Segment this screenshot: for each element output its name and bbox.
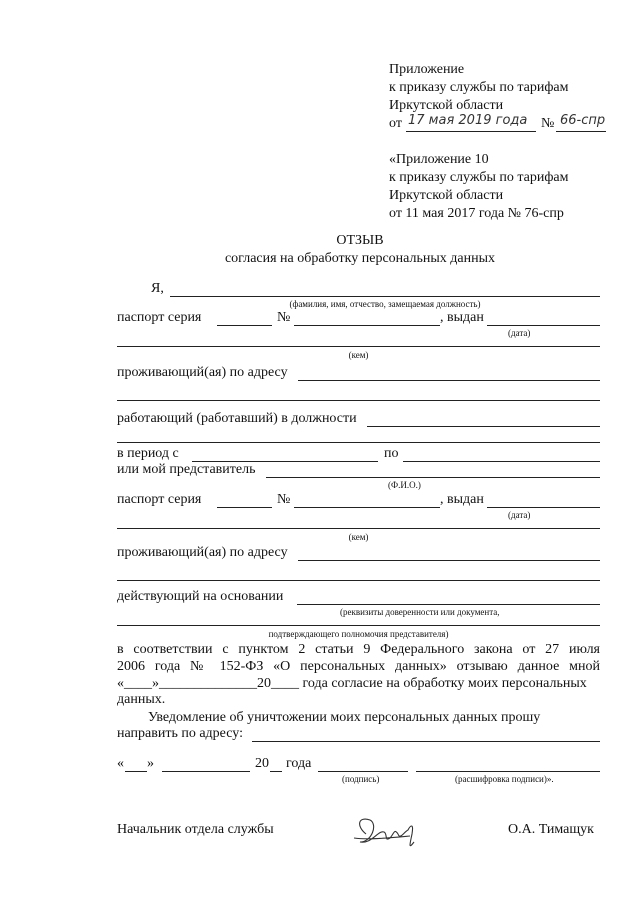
issued-by-field-2[interactable]	[117, 528, 600, 529]
date-hint-2: (дата)	[508, 510, 531, 520]
fio-field[interactable]	[170, 296, 600, 297]
requisites-hint: (реквизиты доверенности или документа,	[340, 607, 500, 617]
passport-date-field[interactable]	[487, 325, 600, 326]
position-field-2[interactable]	[117, 442, 600, 443]
sign-day-field[interactable]	[125, 771, 147, 772]
notice-line1: Уведомление об уничтожении моих персональных данных прошу	[148, 710, 541, 725]
basis-field[interactable]	[297, 604, 600, 605]
acting-basis-label: действующий на основании	[117, 589, 284, 604]
representative-fio-field[interactable]	[266, 477, 600, 478]
period-from-label: в период с	[117, 446, 179, 461]
issued-by-field[interactable]	[117, 346, 600, 347]
position-field[interactable]	[367, 426, 600, 427]
law-paragraph-line1: в соответствии с пунктом 2 статьи 9 Федерального закона от 27 июля	[117, 642, 600, 657]
number-label: №	[541, 116, 555, 131]
handwritten-date: 17 мая 2019 года	[408, 113, 528, 128]
period-to-field[interactable]	[403, 461, 600, 462]
from-label: от	[389, 116, 402, 131]
region-label: Иркутской области	[389, 98, 504, 113]
fio-hint: (фамилия, имя, отчество, замещаемая должность)	[289, 299, 481, 309]
fio-short-hint: (Ф.И.О.)	[388, 480, 421, 490]
region-label-2: Иркутской области	[389, 188, 504, 203]
basis-field-2[interactable]	[117, 625, 600, 626]
issued-label-2: , выдан	[440, 492, 484, 507]
period-to-label: по	[384, 446, 399, 461]
passport-series-field-2[interactable]	[217, 507, 272, 508]
representative-label: или мой представитель	[117, 462, 256, 477]
address-field-2[interactable]	[117, 400, 600, 401]
signature-hint: (подпись)	[342, 774, 380, 784]
address-field[interactable]	[298, 380, 600, 381]
year-word: года	[286, 756, 312, 771]
passport-series-label-2: паспорт серия	[117, 492, 202, 507]
date-quote-close: »	[147, 756, 154, 771]
ya-label: Я,	[151, 281, 164, 296]
sign-month-field[interactable]	[162, 771, 250, 772]
passport-number-field-2[interactable]	[294, 507, 440, 508]
order-number-line	[556, 131, 606, 132]
order-ref: к приказу службы по тарифам	[389, 80, 569, 95]
address-field-rep-2[interactable]	[117, 580, 600, 581]
appendix-10-label: «Приложение 10	[389, 152, 489, 167]
passport-number-field[interactable]	[294, 325, 440, 326]
passport-series-field[interactable]	[217, 325, 272, 326]
issued-label: , выдан	[440, 310, 484, 325]
passport-series-label: паспорт серия	[117, 310, 202, 325]
law-paragraph-line4: данных.	[117, 692, 166, 707]
order-date-2: от 11 мая 2017 года № 76-спр	[389, 206, 564, 221]
handwritten-signature	[348, 812, 428, 852]
date-hint: (дата)	[508, 328, 531, 338]
law-paragraph-line2: 2006 года № 152-ФЗ «О персональных данных» отзываю данное мной	[117, 659, 600, 674]
document-subtitle: согласия на обработку персональных данных	[224, 251, 496, 266]
signature-decoding-field[interactable]	[416, 771, 600, 772]
by-whom-hint-2: (кем)	[348, 532, 369, 542]
passport-number-sign: №	[277, 310, 291, 325]
residing-label: проживающий(ая) по адресу	[117, 365, 288, 380]
decoding-hint: (расшифровка подписи)».	[455, 774, 554, 784]
appendix-label: Приложение	[389, 62, 465, 77]
residing-label-2: проживающий(ая) по адресу	[117, 545, 288, 560]
document-title: ОТЗЫВ	[336, 233, 384, 248]
footer-signer: О.А. Тимащук	[508, 822, 594, 837]
passport-date-field-2[interactable]	[487, 507, 600, 508]
year-prefix: 20	[255, 756, 269, 771]
footer-position: Начальник отдела службы	[117, 822, 274, 837]
working-label: работающий (работавший) в должности	[117, 411, 357, 426]
order-date-line	[406, 131, 536, 132]
by-whom-hint: (кем)	[348, 350, 369, 360]
notice-address-field[interactable]	[252, 741, 600, 742]
law-paragraph-line3: «____»______________20____ года согласие на обработку моих персональных	[117, 676, 587, 691]
sign-year-field[interactable]	[270, 771, 282, 772]
passport-number-sign-2: №	[277, 492, 291, 507]
signature-field[interactable]	[318, 771, 408, 772]
notice-line2: направить по адресу:	[117, 726, 243, 741]
handwritten-number: 66-спр	[560, 113, 606, 128]
date-quote-open: «	[117, 756, 124, 771]
order-ref-2: к приказу службы по тарифам	[389, 170, 569, 185]
address-field-rep[interactable]	[298, 560, 600, 561]
confirming-hint: подтверждающего полномочия представителя)	[268, 629, 449, 639]
